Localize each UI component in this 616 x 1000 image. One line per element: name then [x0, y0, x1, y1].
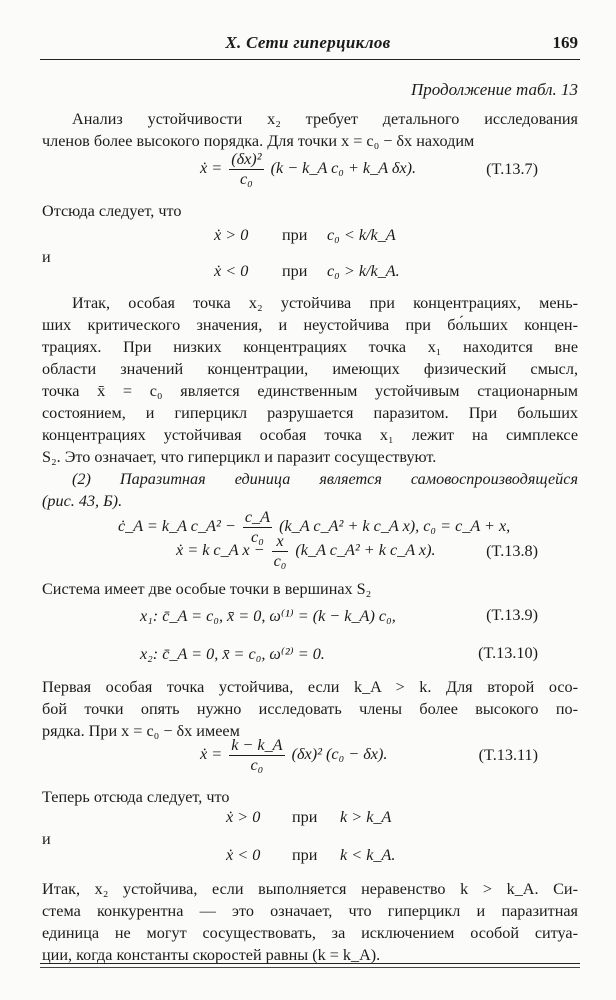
- paragraph-2-line-5: точка x̄ = c₀ является единственным устойчивым стационарным: [42, 382, 578, 400]
- sentence-system: Система имеет две особые точки в вершинах S₂: [42, 580, 372, 598]
- paragraph-2-line-4: области значений концентрации, имеющих физический смысл,: [42, 360, 578, 378]
- eq-t13-8-numerator: x: [272, 532, 289, 552]
- cond-2-word: при: [282, 262, 308, 280]
- paragraph-4-line-2: бой точки опять нужно исследовать члены более высокого по-: [42, 700, 578, 718]
- eq-t13-8-denominator: c₀: [273, 552, 287, 570]
- eq-t13-7-fraction: [229, 150, 263, 189]
- cond-1-rhs: c₀ < k/k_A: [327, 226, 396, 244]
- cond-4-word: при: [292, 846, 318, 864]
- eq-t13-8-rhs: (k_A c_A² + k c_A x).: [295, 541, 436, 560]
- cond-3-lhs: ẋ > 0: [226, 808, 261, 826]
- table-continuation-label: Продолжение табл. 13: [410, 80, 578, 99]
- paragraph-3-line-1: (2) Паразитная единица является самовоспроизводящейся: [72, 470, 578, 488]
- eq-t13-8-lhs: ẋ = k c_A x −: [176, 541, 265, 560]
- cond-1-word: при: [282, 226, 308, 244]
- sentence-follows-2: Теперь отсюда следует, что: [42, 788, 230, 806]
- paragraph-2-line-7: концентрациях устойчивая особая точка x₁ лежит на симплексе: [42, 426, 578, 444]
- eq-t13-11-denominator: c₀: [250, 756, 264, 774]
- eq-t13-7-lhs: ẋ =: [200, 159, 223, 178]
- paragraph-5-line-4: ции, когда константы скоростей равны (k = k_A).: [42, 946, 381, 964]
- eq-t13-11-numerator: k − k_A: [231, 736, 283, 754]
- eq-ca-lhs: ċ_A = k_A c_A² −: [118, 517, 236, 536]
- paragraph-5-line-3: единица не могут сосуществовать, за исключением особой ситуа-: [42, 924, 578, 942]
- cond-4-lhs: ẋ < 0: [226, 846, 261, 864]
- eq-t13-8-fraction: [272, 532, 289, 571]
- eq-t13-9-text: x₁: c̄_A = c₀, x̄ = 0, ω⁽¹⁾ = (k − k_A) c₀,: [140, 607, 396, 625]
- eq-t13-11-label: (T.13.11): [478, 746, 538, 764]
- eq-t13-7-rhs: (k − k_A c₀ + k_A δx).: [270, 159, 417, 178]
- cond-2-rhs: c₀ > k/k_A.: [327, 262, 400, 280]
- equation-t13-9: [42, 606, 578, 628]
- paragraph-2-line-2: ших критического значения, и неустойчива при бо́льших концен-: [42, 316, 578, 334]
- equation-t13-8: [42, 532, 578, 576]
- eq-ca-denominator: c₀: [251, 528, 264, 546]
- eq-t13-8-label: (T.13.8): [486, 542, 538, 560]
- paragraph-4-line-3: рядка. При x = c₀ − δx имеем: [42, 722, 240, 740]
- cond-3-word: при: [292, 808, 318, 826]
- equation-t13-7: [42, 150, 578, 194]
- cond-1-lhs: ẋ > 0: [214, 226, 249, 244]
- eq-t13-7-numerator: (δx)²: [231, 150, 262, 168]
- paragraph-5-line-1: Итак, x₂ устойчива, если выполняется неравенство k > k_A. Си-: [42, 880, 578, 898]
- conjunction-and-1: и: [42, 248, 51, 266]
- table-end-rule-thin: [40, 967, 580, 968]
- paragraph-1-line-1: Анализ устойчивости x₂ требует детального исследования: [72, 110, 578, 128]
- paragraph-1-line-2: членов более высокого порядка. Для точки x = c₀ − δx находим: [42, 132, 475, 150]
- eq-t13-11-fraction: [229, 736, 284, 775]
- cond-4-rhs: k < k_A.: [340, 846, 396, 864]
- eq-t13-7-denominator: c₀: [239, 170, 253, 188]
- eq-t13-10-label: (T.13.10): [478, 644, 538, 662]
- eq-ca-rhs: (k_A c_A² + k c_A x), c₀ = c_A + x,: [279, 517, 511, 536]
- condition-1: [42, 226, 578, 248]
- sentence-follows-1: Отсюда следует, что: [42, 202, 182, 220]
- cond-3-rhs: k > k_A: [340, 808, 392, 826]
- eq-t13-7-label: (T.13.7): [486, 160, 538, 178]
- equation-t13-11: [42, 736, 578, 780]
- eq-ca-numerator: c_A: [244, 508, 271, 526]
- condition-3: [42, 808, 578, 830]
- paragraph-5-line-2: стема конкурентна — это означает, что гиперцикл и паразитная: [42, 902, 578, 920]
- condition-4: [42, 846, 578, 868]
- page-number: 169: [552, 33, 578, 52]
- paragraph-2-line-8: S₂. Это означает, что гиперцикл и паразит сосуществуют.: [42, 448, 437, 466]
- equation-t13-10: [42, 644, 578, 666]
- paragraph-2-line-6: состоянием, и гиперцикл разрушается паразитом. При больших: [42, 404, 578, 422]
- condition-2: [42, 262, 578, 284]
- cond-2-lhs: ẋ < 0: [214, 262, 249, 280]
- eq-t13-10-text: x₂: c̄_A = 0, x̄ = c₀, ω⁽²⁾ = 0.: [140, 645, 325, 663]
- paragraph-4-line-1: Первая особая точка устойчива, если k_A > k. Для второй осо-: [42, 678, 578, 696]
- eq-t13-9-label: (T.13.9): [486, 606, 538, 624]
- paragraph-2-line-1: Итак, особая точка x₂ устойчива при концентрациях, мень-: [72, 294, 578, 312]
- table-end-rule-thick: [40, 963, 580, 964]
- header-rule: [40, 59, 580, 60]
- eq-t13-11-rhs: (δx)² (c₀ − δx).: [291, 745, 388, 764]
- paragraph-2-line-3: трациях. При низких концентрациях точка x₁ находится вне: [42, 338, 578, 356]
- conjunction-and-2: и: [42, 830, 51, 848]
- eq-t13-11-lhs: ẋ =: [200, 745, 223, 764]
- running-header-title: X. Сети гиперциклов: [225, 33, 391, 52]
- paragraph-3-line-2: (рис. 43, Б).: [42, 492, 123, 510]
